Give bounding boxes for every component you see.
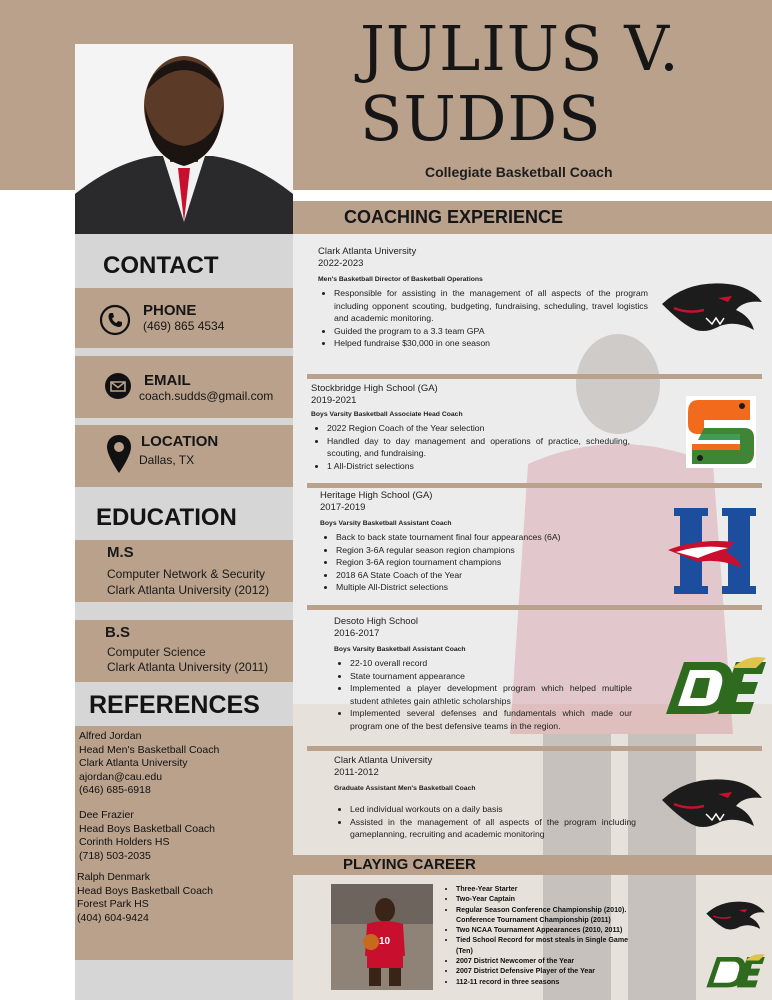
email-icon (104, 372, 132, 405)
references-heading: REFERENCES (89, 691, 260, 719)
ref-org: Forest Park HS (77, 898, 149, 910)
career-item: • 2007 District Defensive Player of the Year (456, 966, 642, 976)
ref-name: Dee Frazier (79, 809, 134, 821)
ref-name: Alfred Jordan (79, 730, 142, 742)
job-bullets (334, 803, 636, 841)
career-item: • Tied School Record for most steals in Single Game (Ten) (456, 935, 642, 956)
section-divider (307, 374, 762, 379)
desoto-logo (704, 952, 766, 995)
edu-school: Clark Atlanta University (2012) (107, 583, 270, 597)
job-bullets (320, 531, 640, 594)
panther-logo (658, 770, 764, 843)
ref-name: Ralph Denmark (77, 871, 150, 883)
stockbridge-logo (684, 394, 758, 475)
phone-label: PHONE (143, 302, 197, 319)
ref-title: Head Boys Basketball Coach (79, 822, 215, 835)
job-org: Desoto High School (334, 616, 418, 627)
edu-degree: B.S (105, 624, 131, 641)
job-bullet: • 1 All-District selections (327, 460, 630, 473)
career-item: • 2007 District Newcomer of the Year (456, 956, 642, 966)
job-bullet: • Guided the program to a 3.3 team GPA (334, 325, 648, 338)
ref-phone[interactable]: (646) 685-6918 (79, 784, 151, 796)
job-bullet: • Region 3-6A region tournament champions (336, 556, 640, 569)
edu-field: Computer Network & Security (107, 567, 266, 581)
edu-school: Clark Atlanta University (2011) (107, 660, 269, 674)
desoto-logo (662, 654, 768, 723)
job-role: Boys Varsity Basketball Assistant Coach (320, 520, 452, 527)
job-bullets (311, 422, 630, 472)
ref-email[interactable]: ajordan@cau.edu (79, 770, 163, 783)
experience-entry (334, 755, 636, 841)
reference-entry (79, 809, 215, 863)
playing-career-list (444, 884, 642, 987)
job-bullets (334, 657, 632, 732)
playing-photo (331, 884, 433, 990)
section-divider (307, 483, 762, 488)
section-divider (307, 605, 762, 610)
email-label: EMAIL (144, 372, 191, 389)
job-bullet: • Implemented a player development program which helped multiple student athletes gain athletic scholarships (350, 682, 632, 707)
job-years: 2011-2012 (334, 767, 379, 778)
ref-org: Corinth Holders HS (79, 836, 170, 848)
location-label: LOCATION (141, 433, 219, 450)
experience-entry (320, 490, 640, 594)
job-bullet: • Assisted in the management of all aspects of the program including gameplanning, recruiting and academic monitoring (350, 816, 636, 841)
panther-logo (658, 274, 764, 347)
job-org: Stockbridge High School (GA) (311, 383, 438, 394)
job-role: Men's Basketball Director of Basketball Operations (318, 276, 483, 283)
reference-entry (79, 730, 219, 798)
education-heading: EDUCATION (96, 504, 237, 531)
job-role: Boys Varsity Basketball Assistant Coach (334, 646, 466, 653)
career-item: • Regular Season Conference Championship (2010). Conference Tournament Championship (2011) (456, 905, 642, 926)
job-bullet: • 2022 Region Coach of the Year selection (327, 422, 630, 435)
experience-entry (334, 616, 632, 732)
job-bullet: • Region 3-6A regular season region champions (336, 544, 640, 557)
job-org: Clark Atlanta University (334, 755, 433, 766)
job-role: Graduate Assistant Men's Basketball Coach (334, 785, 476, 792)
svg-text:10: 10 (379, 936, 391, 947)
profile-photo (75, 44, 293, 234)
job-bullet: • Implemented several defenses and fundamentals which made our program one of the best defensive teams in the region. (350, 707, 632, 732)
job-bullet: • Led individual workouts on a daily basis (350, 803, 636, 816)
job-bullet: • Helped fundraise $30,000 in one season (334, 337, 648, 350)
name-last: SUDDS (360, 82, 602, 155)
job-role: Boys Varsity Basketball Associate Head Coach (311, 411, 463, 418)
reference-entry (77, 871, 213, 925)
job-bullet: • State tournament appearance (350, 670, 632, 683)
job-bullets (318, 287, 648, 350)
experience-entry (311, 383, 630, 472)
career-item: • 112-11 record in three seasons (456, 977, 642, 987)
job-years: 2017-2019 (320, 502, 366, 513)
ref-org: Clark Atlanta University (79, 757, 188, 769)
job-bullet: • Handled day to day management and operations of practice, scheduling, scouting, and fundraising. (327, 435, 630, 460)
career-item: • Three-Year Starter (456, 884, 642, 894)
references-card (75, 726, 293, 960)
job-bullet: • 2018 6A State Coach of the Year (336, 569, 640, 582)
job-bullet: • Responsible for assisting in the management of all aspects of the program including opponent scouting, budgeting, fundraising, scheduling, travel logistics and academic monitoring. (334, 287, 648, 325)
ref-title: Head Men's Basketball Coach (79, 743, 220, 756)
job-years: 2016-2017 (334, 628, 380, 639)
contact-heading: CONTACT (103, 252, 219, 279)
career-item: • Two-Year Captain (456, 894, 642, 904)
panther-logo (704, 896, 766, 941)
section-divider (307, 746, 762, 751)
job-bullet: • Back to back state tournament final four appearances (6A) (336, 531, 640, 544)
job-org: Clark Atlanta University (318, 246, 417, 257)
playing-career-heading: PLAYING CAREER (293, 855, 772, 875)
location-pin-icon (106, 434, 132, 479)
edu-field: Computer Science (107, 645, 206, 659)
email-value[interactable]: coach.sudds@gmail.com (139, 389, 274, 403)
ref-title: Head Boys Basketball Coach (77, 884, 213, 897)
ref-phone[interactable]: (718) 503-2035 (79, 849, 151, 862)
phone-icon (99, 304, 131, 341)
job-years: 2019-2021 (311, 395, 357, 406)
job-title: Collegiate Basketball Coach (425, 164, 613, 180)
phone-value[interactable]: (469) 865 4534 (143, 319, 225, 333)
ref-phone[interactable]: (404) 604-9424 (77, 911, 149, 924)
job-bullet: • Multiple All-District selections (336, 581, 640, 594)
career-item: • Two NCAA Tournament Appearances (2010, 2011) (456, 925, 642, 935)
experience-entry (318, 246, 648, 350)
job-bullet: • 22-10 overall record (350, 657, 632, 670)
location-value: Dallas, TX (139, 453, 195, 467)
edu-degree: M.S (107, 544, 134, 561)
coaching-experience-heading: COACHING EXPERIENCE (293, 201, 772, 234)
heritage-logo (668, 506, 762, 601)
job-years: 2022-2023 (318, 258, 364, 269)
job-org: Heritage High School (GA) (320, 490, 433, 501)
name-first: JULIUS V. (360, 12, 680, 85)
